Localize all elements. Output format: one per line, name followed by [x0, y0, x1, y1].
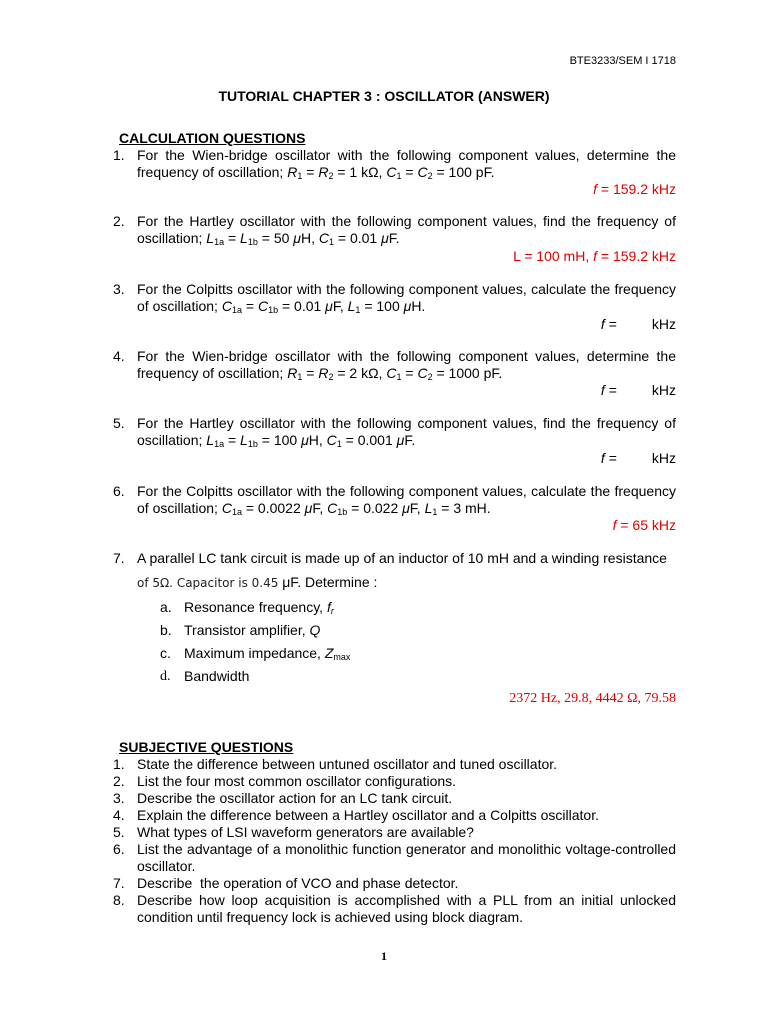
item-text: What types of LSI waveform generators are available?	[137, 824, 474, 840]
question-text-line-2: of 5Ω. Capacitor is 0.45 μF. Determine :	[137, 574, 378, 590]
subitem-letter: a.	[160, 599, 172, 615]
question-number: 3.	[113, 281, 125, 297]
question-text: For the Hartley oscillator with the following component values, find the frequency of oscillation; $L_{1a} = L_{1b} = 50$ μH, $C_1 = 0.01$ μF.	[137, 213, 676, 247]
item-number: 2.	[113, 773, 125, 789]
calc-question-7	[113, 550, 676, 567]
subitem-text: Resonance frequency, $f_r$	[184, 599, 334, 616]
question-text: For the Wien-bridge oscillator with the following component values, determine the frequency of oscillation; $R_1 = R_2 = 2$ kΩ, $C_1 = C_2 = 1000$ pF.	[137, 348, 676, 382]
question-text: For the Hartley oscillator with the following component values, find the frequency of oscillation; $L_{1a} = L_{1b} = 100$ μH, $C_1 = 0.001$ μF.	[137, 415, 676, 449]
question-number: 7.	[113, 550, 125, 566]
calc-question-5	[113, 415, 676, 449]
subjective-item	[113, 773, 676, 790]
subjective-item	[113, 790, 676, 807]
subjective-item	[113, 807, 676, 824]
item-text: Explain the difference between a Hartley oscillator and a Colpitts oscillator.	[137, 807, 599, 823]
subitem-letter: d.	[160, 669, 171, 684]
answer-q7: 2372 Hz, 29.8, 4442 Ω, 79.58	[509, 691, 676, 706]
item-number: 5.	[113, 824, 125, 840]
subitem-letter: b.	[160, 622, 172, 638]
calc-question-3	[113, 281, 676, 315]
subjective-item	[113, 892, 676, 926]
calc-question-7-line-2	[113, 574, 676, 592]
subjective-item	[113, 841, 676, 875]
item-text: State the difference between untuned oscillator and tuned oscillator.	[137, 756, 558, 772]
answer-q5: f = kHz	[600, 450, 676, 466]
calc-question-4	[113, 348, 676, 382]
item-text: Describe the operation of VCO and phase detector.	[137, 875, 459, 891]
document-title: TUTORIAL CHAPTER 3 : OSCILLATOR (ANSWER)	[218, 88, 550, 104]
question-number: 5.	[113, 415, 125, 431]
answer-q2: L = 100 mH, f = 159.2 kHz	[513, 248, 676, 264]
subjective-item	[113, 875, 676, 892]
item-text: List the four most common oscillator configurations.	[137, 773, 457, 789]
question-text: For the Wien-bridge oscillator with the following component values, determine the frequency of oscillation; $R_1 = R_2 = 1$ kΩ, $C_1 = C_2 = 100$ pF.	[137, 147, 676, 181]
item-number: 6.	[113, 841, 125, 857]
item-number: 3.	[113, 790, 125, 806]
item-text: Describe the oscillator action for an LC tank circuit.	[137, 790, 453, 806]
question-number: 1.	[113, 147, 125, 163]
subitem-text: Transistor amplifier, Q	[184, 622, 321, 638]
question-number: 2.	[113, 213, 125, 229]
course-code: BTE3233/SEM I 1718	[569, 55, 676, 67]
item-number: 1.	[113, 756, 125, 772]
calc-question-2	[113, 213, 676, 247]
item-text: Describe how loop acquisition is accomplished with a PLL from an initial unlocked condition until frequency lock is achieved using block diagram.	[137, 892, 676, 925]
answer-q6: f = 65 kHz	[612, 517, 676, 533]
subjective-heading: SUBJECTIVE QUESTIONS	[119, 739, 294, 755]
item-number: 7.	[113, 875, 125, 891]
subjective-list	[113, 756, 676, 926]
item-number: 4.	[113, 807, 125, 823]
subjective-item	[113, 756, 676, 773]
calc-question-1	[113, 147, 676, 181]
answer-q1: f = 159.2 kHz	[593, 181, 676, 197]
question-number: 6.	[113, 483, 125, 499]
subitem-text: Bandwidth	[184, 668, 250, 684]
calculation-heading: CALCULATION QUESTIONS	[119, 130, 306, 146]
answer-q4: f = kHz	[600, 382, 676, 398]
calc-question-6	[113, 483, 676, 517]
subjective-item	[113, 824, 676, 841]
question-text-line-1: A parallel LC tank circuit is made up of an inductor of 10 mH and a winding resistance	[137, 550, 667, 566]
answer-q3: f = kHz	[600, 316, 676, 332]
subitem-letter: c.	[160, 645, 171, 661]
item-number: 8.	[113, 892, 125, 908]
page-number: 1	[381, 949, 387, 963]
question-number: 4.	[113, 348, 125, 364]
question-text: For the Colpitts oscillator with the following component values, calculate the frequency of oscillation; $C_{1a} = C_{1b} = 0.01$ μF, $L_1 = 100$ μH.	[137, 281, 676, 315]
question-text: For the Colpitts oscillator with the following component values, calculate the frequency of oscillation; $C_{1a} = 0.0022$ μF, $C_{1b} = 0.022$ μF, $L_1 = 3$ mH.	[137, 483, 676, 517]
item-text: List the advantage of a monolithic function generator and monolithic voltage-controlled oscillator.	[137, 841, 676, 874]
subitem-text: Maximum impedance, $Z_{max}$	[184, 645, 351, 662]
